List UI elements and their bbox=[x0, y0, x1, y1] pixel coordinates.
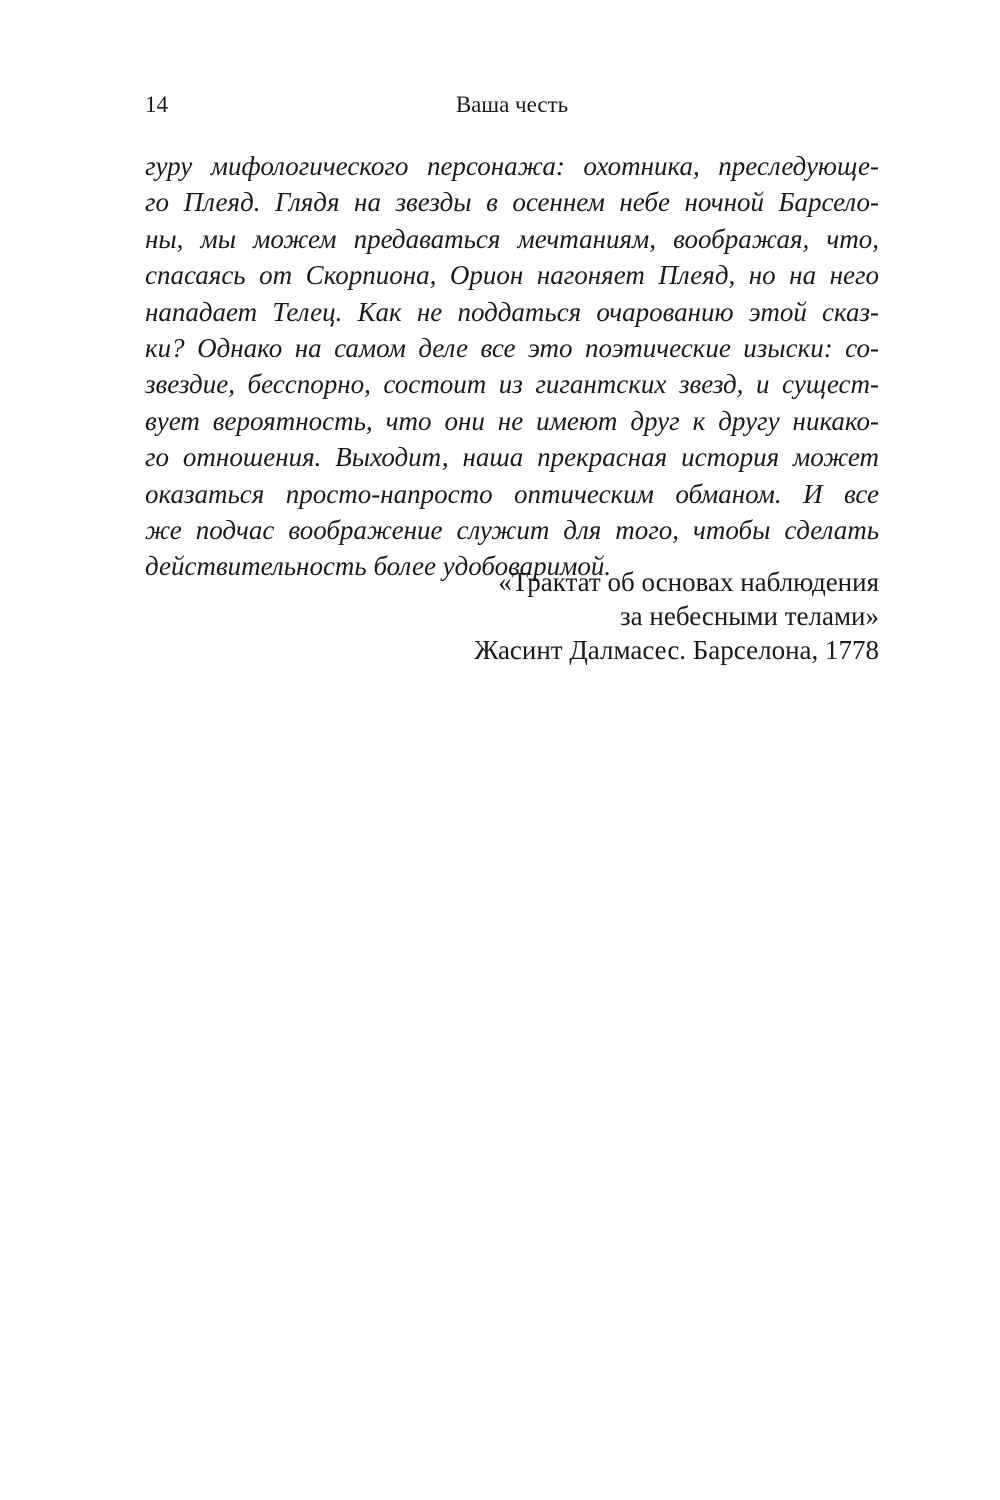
epigraph-line: ки? Однако на самом деле все это поэтические изыски: со- bbox=[145, 333, 879, 364]
source-title-line-1: «Трактат об основах наблюдения bbox=[498, 567, 879, 597]
epigraph-line: гуру мифологического персонажа: охотника, преследующе- bbox=[145, 151, 879, 181]
epigraph-attribution bbox=[145, 565, 879, 667]
epigraph-line: звездие, бесспорно, состоит из гигантских звезд, и сущест- bbox=[145, 369, 879, 400]
epigraph-line: спасаясь от Скорпиона, Орион нагоняет Плеяд, но на него bbox=[145, 260, 879, 291]
epigraph-line: действительность более удобоваримой. bbox=[145, 551, 612, 582]
epigraph-line: же подчас воображение служит для того, чтобы сделать bbox=[145, 515, 879, 546]
source-author: Жасинт Далмасес. Барселона, 1778 bbox=[474, 635, 879, 665]
epigraph-line: нападает Телец. Как не поддаться очарованию этой сказ- bbox=[145, 296, 879, 327]
epigraph-line: го отношения. Выходит, наша прекрасная история может bbox=[145, 442, 879, 473]
epigraph-line: го Плеяд. Глядя на звезды в осеннем небе ночной Барсело- bbox=[145, 187, 879, 218]
running-header bbox=[145, 90, 879, 120]
epigraph-line: ны, мы можем предаваться мечтаниям, воображая, что, bbox=[145, 223, 879, 254]
epigraph-line: вует вероятность, что они не имеют друг к другу никако- bbox=[145, 405, 879, 436]
page-number: 14 bbox=[145, 92, 168, 117]
epigraph-line: оказаться просто-напросто оптическим обманом. И все bbox=[145, 478, 879, 509]
running-title: Ваша честь bbox=[455, 92, 569, 117]
epigraph-text bbox=[145, 148, 879, 585]
source-title-line-2: за небесными телами» bbox=[619, 601, 879, 631]
